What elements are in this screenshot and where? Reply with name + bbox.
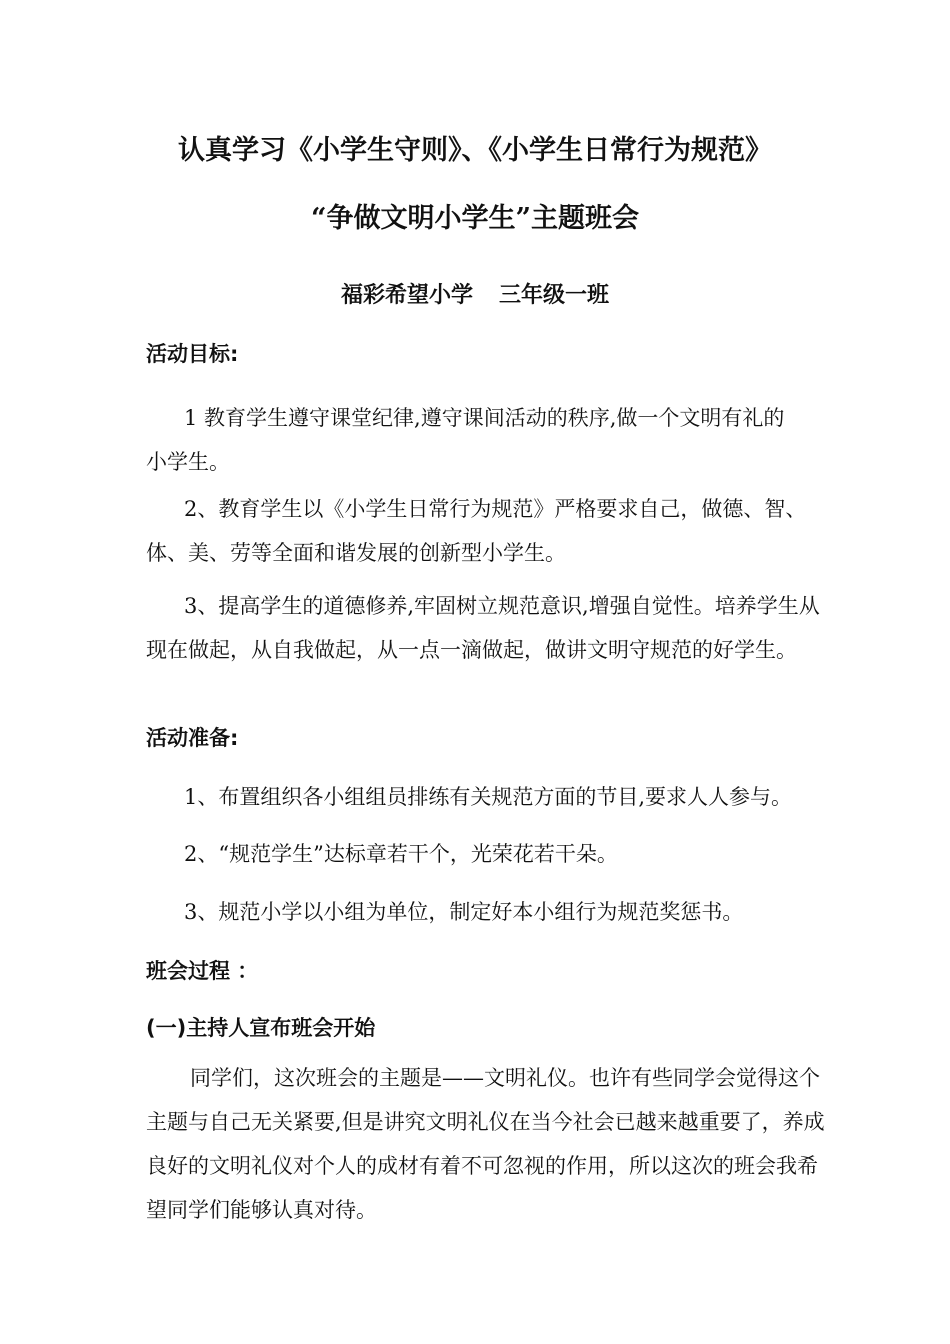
process-paragraph: 同学们，这次班会的主题是——文明礼仪。也许有些同学会觉得这个主题与自己无关紧要,但是讲究文明礼仪在当今社会已越来越重要了，养成良好的文明礼仪对个人的成材有着不可忽视的作用，所以这次的班会我希望同学们能够认真对待。 [146, 1066, 825, 1222]
preparation-item-3: 3、规范小学以小组为单位，制定好本小组行为规范奖惩书。 [184, 900, 744, 924]
section-heading-goals: 活动目标: [146, 342, 239, 366]
document-title-line-2: “争做文明小学生”主题班会 [310, 203, 640, 234]
class-name: 三年级一班 [499, 282, 610, 308]
preparation-item-2: 2、“规范学生”达标章若干个，光荣花若干朵。 [184, 842, 618, 866]
preparation-item-1: 1、布置组织各小组组员排练有关规范方面的节目,要求人人参与。 [184, 785, 793, 809]
goal-item-2: 2、教育学生以《小学生日常行为规范》严格要求自己，做德、智、体、美、劳等全面和谐发展的创新型小学生。 [146, 497, 807, 565]
section-heading-process: 班会过程 ： [146, 959, 259, 983]
process-sub-heading: (一)主持人宣布班会开始 [146, 1016, 376, 1040]
goal-item-3: 3、提高学生的道德修养,牢固树立规范意识,增强自觉性。培养学生从现在做起，从自我做起，从一点一滴做起，做讲文明守规范的好学生。 [146, 594, 820, 662]
section-heading-preparation: 活动准备: [146, 726, 239, 750]
document-title-line-1: 认真学习《小学生守则》、《小学生日常行为规范》 [178, 135, 772, 166]
school-class-line [0, 280, 950, 310]
school-name: 福彩希望小学 [340, 282, 473, 308]
goal-item-1: 1 教育学生遵守课堂纪律,遵守课间活动的秩序,做一个文明有礼的小学生。 [146, 406, 785, 474]
